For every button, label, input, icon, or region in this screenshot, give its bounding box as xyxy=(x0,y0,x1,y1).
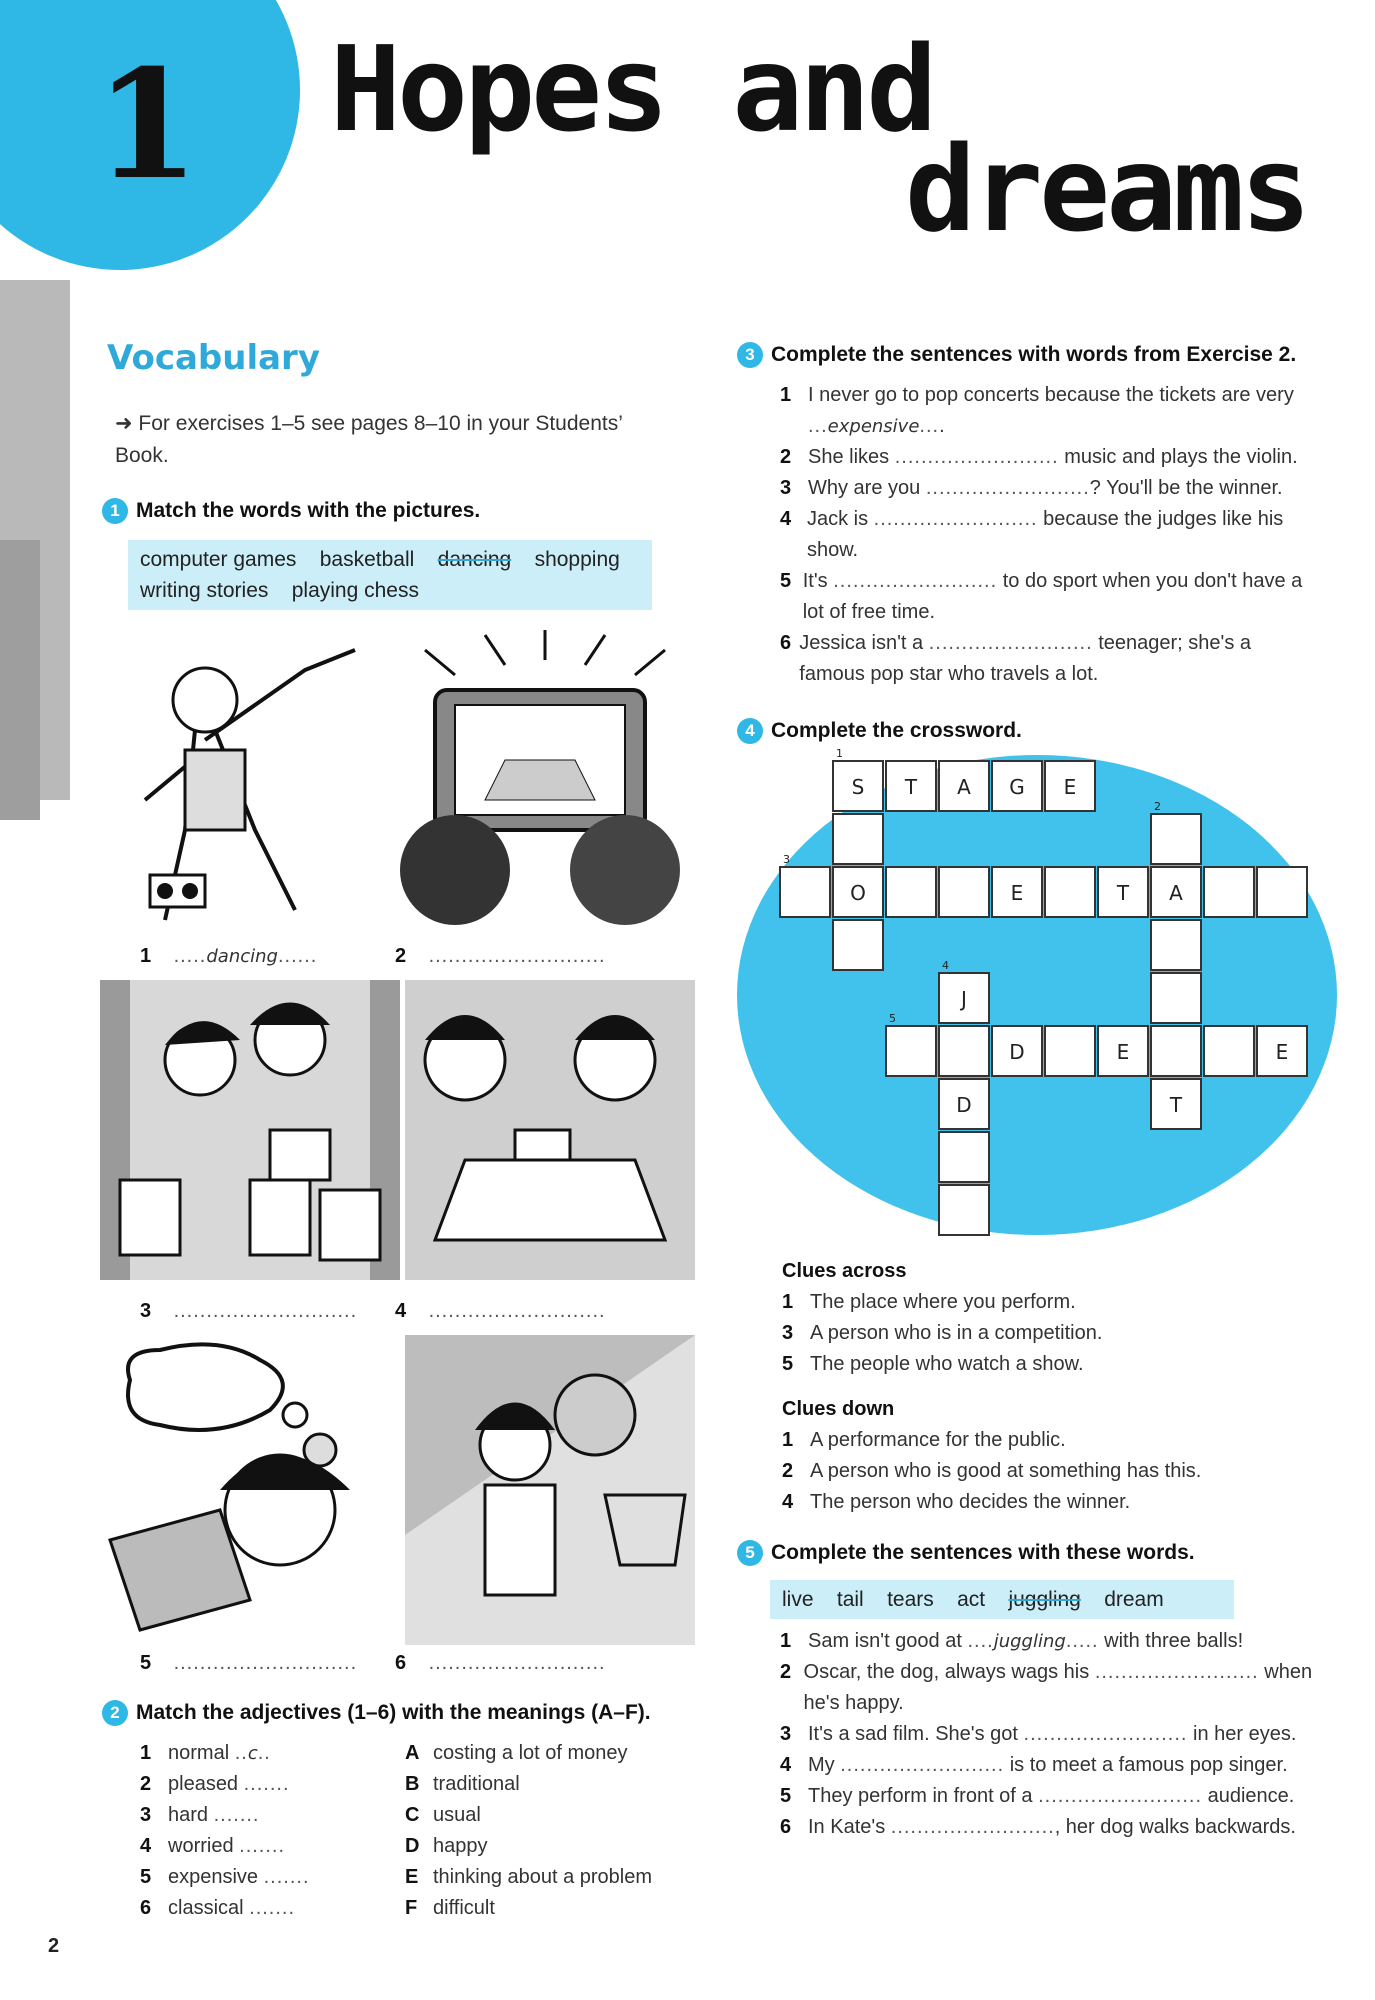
word-item: act xyxy=(957,1588,986,1611)
sentence-end: is to meet a famous pop singer. xyxy=(1009,1754,1288,1776)
item-number: 4 xyxy=(140,1835,152,1857)
crossword-cell[interactable] xyxy=(832,813,884,865)
meaning: thinking about a problem xyxy=(433,1866,653,1888)
sentence-end: when he's happy. xyxy=(803,1661,1313,1714)
clue-text: The people who watch a show. xyxy=(810,1353,1084,1375)
meaning: traditional xyxy=(433,1773,520,1795)
clue-text: The person who decides the winner. xyxy=(810,1491,1131,1513)
item-letter: A xyxy=(405,1742,420,1764)
item-number: 2 xyxy=(780,1661,792,1683)
list-item: 1 I never go to pop concerts because the tickets are very ...expensive.... xyxy=(780,380,1320,442)
crossword-cell[interactable]: E xyxy=(1097,1025,1149,1077)
crossword-cell[interactable] xyxy=(938,1025,990,1077)
word-item: tears xyxy=(887,1588,934,1611)
picture-basketball xyxy=(405,1335,695,1645)
exercise-4-heading xyxy=(737,718,1022,744)
clue-text: A performance for the public. xyxy=(810,1429,1066,1451)
clue-text: A person who is in a competition. xyxy=(810,1322,1103,1344)
crossword-cell[interactable]: D xyxy=(991,1025,1043,1077)
item-number: 5 xyxy=(780,1785,792,1807)
list-item xyxy=(405,1862,695,1893)
intro-text: ➜ For exercises 1–5 see pages 8–10 in your Students’ Book. xyxy=(115,412,623,467)
sentence-end: , her dog walks backwards. xyxy=(1054,1816,1296,1838)
section-title: Vocabulary xyxy=(107,338,320,378)
exercise-heading-text: Match the adjectives (1–6) with the meanings (A–F). xyxy=(136,1701,651,1724)
meaning: difficult xyxy=(433,1897,495,1919)
word-item: writing stories xyxy=(140,579,269,602)
picture-label-1: 1 .....dancing...... xyxy=(140,945,318,967)
item-number: 6 xyxy=(780,1816,792,1838)
sentence-start: Oscar, the dog, always wags his xyxy=(803,1661,1090,1683)
list-item[interactable]: 5 expensive ....... xyxy=(140,1862,390,1893)
list-item xyxy=(405,1831,695,1862)
word-item: playing chess xyxy=(291,579,419,602)
crossword-cell[interactable]: A xyxy=(938,760,990,812)
picture-label-6[interactable]: 6 ........................... xyxy=(395,1652,606,1674)
unit-number: 1 xyxy=(95,37,200,213)
clue-number: 1 xyxy=(782,1291,794,1313)
meaning: usual xyxy=(433,1804,481,1826)
list-item xyxy=(405,1738,695,1769)
crossword-cell[interactable] xyxy=(938,1131,990,1183)
picture-shopping xyxy=(100,980,400,1280)
clue-item xyxy=(782,1456,1302,1487)
crossword-clues xyxy=(782,1256,1302,1518)
crossword-background xyxy=(737,755,1337,1235)
sentence-start: It's a sad film. She's got xyxy=(808,1723,1018,1745)
exercise-heading-text: Match the words with the pictures. xyxy=(136,499,481,522)
exercise-3-heading xyxy=(737,342,1296,368)
item-number: 3 xyxy=(140,1804,152,1826)
sentence-end: audience. xyxy=(1207,1785,1295,1807)
crossword-cell[interactable] xyxy=(1044,1025,1096,1077)
crossword-cell[interactable]: 3 xyxy=(779,866,831,918)
word-box xyxy=(770,1580,1234,1619)
item-number: 5 xyxy=(140,1866,152,1888)
clue-item xyxy=(782,1318,1302,1349)
sentence-end: with three balls! xyxy=(1104,1630,1244,1652)
picture-writing-stories xyxy=(100,1340,390,1640)
crossword-cell[interactable]: E xyxy=(1256,1025,1308,1077)
item-letter: B xyxy=(405,1773,420,1795)
sentence-start: She likes xyxy=(808,446,890,468)
sentence-end: to do sport when you don't have a lot of free time. xyxy=(802,570,1303,623)
clue-number: 3 xyxy=(782,1322,794,1344)
clues-across-title: Clues across xyxy=(782,1260,907,1282)
sentence-start: I never go to pop concerts because the tickets are very xyxy=(808,384,1294,406)
meaning: costing a lot of money xyxy=(433,1742,628,1764)
exercise-number-badge: 2 xyxy=(102,1700,128,1726)
clue-number: 5 xyxy=(782,1353,794,1375)
word-item: dream xyxy=(1104,1588,1164,1611)
adjective: expensive xyxy=(168,1866,259,1888)
sentence-start: Why are you xyxy=(808,477,921,499)
list-item[interactable]: 2 Oscar, the dog, always wags his ......................... when he's happy. xyxy=(780,1657,1320,1719)
exercise-2-heading xyxy=(102,1700,651,1726)
picture-label-4[interactable]: 4 ........................... xyxy=(395,1300,606,1322)
item-number: 6 xyxy=(140,1897,152,1919)
handwritten-answer: c xyxy=(247,1743,258,1764)
sentence-end: teenager; she's a famous pop star who travels a lot. xyxy=(799,632,1252,685)
crossword-cell[interactable]: T xyxy=(885,760,937,812)
list-item xyxy=(405,1893,695,1924)
list-item xyxy=(405,1769,695,1800)
list-item[interactable]: 5 It's ......................... to do sport when you don't have a lot of free time. xyxy=(780,566,1320,628)
crossword-cell[interactable] xyxy=(938,1184,990,1236)
picture-label-2[interactable]: 2 ........................... xyxy=(395,945,606,967)
exercise-5-list xyxy=(780,1626,1320,1843)
sentence-end: music and plays the violin. xyxy=(1064,446,1298,468)
crossword-cell[interactable]: E xyxy=(1044,760,1096,812)
clue-number: 4 xyxy=(782,1491,794,1513)
crossword-cell[interactable]: 4 J xyxy=(938,972,990,1024)
item-number: 5 xyxy=(780,570,792,592)
item-letter: E xyxy=(405,1866,419,1888)
handwritten-answer: expensive xyxy=(827,416,920,437)
adjective: normal xyxy=(168,1742,230,1764)
meaning: happy xyxy=(433,1835,488,1857)
adjective: classical xyxy=(168,1897,244,1919)
clue-item xyxy=(782,1425,1302,1456)
picture-label-5[interactable]: 5 ............................ xyxy=(140,1652,358,1674)
picture-number: 4 xyxy=(395,1300,407,1322)
item-letter: F xyxy=(405,1897,418,1919)
list-item[interactable]: 4 worried ....... xyxy=(140,1831,390,1862)
page-title-line1: Hopes and xyxy=(330,20,934,158)
crossword-cell[interactable] xyxy=(885,866,937,918)
list-item: 1 normal ..c.. xyxy=(140,1738,390,1769)
exercise-heading-text: Complete the crossword. xyxy=(771,719,1022,742)
word-item: tail xyxy=(836,1588,864,1611)
word-item-used: juggling xyxy=(1008,1588,1081,1611)
sentence-end: . xyxy=(939,415,945,437)
crossword-cell[interactable]: 1 S xyxy=(832,760,884,812)
crossword-cell[interactable] xyxy=(1044,866,1096,918)
handwritten-answer: dancing xyxy=(206,946,278,967)
list-item: 1 Sam isn't good at ....juggling..... with three balls! xyxy=(780,1626,1320,1657)
picture-number: 6 xyxy=(395,1652,407,1674)
adjective-list xyxy=(140,1738,390,1924)
sentence-start: It's xyxy=(802,570,828,592)
item-number: 6 xyxy=(780,632,792,654)
exercise-number-badge: 4 xyxy=(737,718,763,744)
picture-number: 2 xyxy=(395,945,407,967)
item-number: 4 xyxy=(780,1754,792,1776)
list-item[interactable]: 4 My ......................... is to meet a famous pop singer. xyxy=(780,1750,1320,1781)
crossword-cell[interactable]: A xyxy=(1150,866,1202,918)
word-item: shopping xyxy=(534,548,620,571)
exercise-3-list xyxy=(780,380,1320,690)
crossword-cell[interactable] xyxy=(938,866,990,918)
item-number: 3 xyxy=(780,1723,792,1745)
picture-playing-chess xyxy=(405,980,695,1280)
exercise-heading-text: Complete the sentences with words from Exercise 2. xyxy=(771,343,1297,366)
item-number: 2 xyxy=(780,446,792,468)
adjective: pleased xyxy=(168,1773,239,1795)
exercise-heading-text: Complete the sentences with these words. xyxy=(771,1541,1195,1564)
list-item xyxy=(405,1800,695,1831)
item-number: 2 xyxy=(140,1773,152,1795)
sentence-end: ? You'll be the winner. xyxy=(1089,477,1283,499)
picture-number: 1 xyxy=(140,945,152,967)
picture-number: 5 xyxy=(140,1652,152,1674)
crossword-cell[interactable]: 2 xyxy=(1150,813,1202,865)
crossword-cell[interactable] xyxy=(1203,1025,1255,1077)
meaning-list xyxy=(405,1738,695,1924)
exercise-number-badge: 5 xyxy=(737,1540,763,1566)
sentence-end: because the judges like his show. xyxy=(806,508,1284,561)
sentence-end: in her eyes. xyxy=(1193,1723,1297,1745)
clue-number: 1 xyxy=(782,1429,794,1451)
crossword-cell[interactable] xyxy=(1256,866,1308,918)
adjective: hard xyxy=(168,1804,209,1826)
crossword-cell[interactable]: T xyxy=(1097,866,1149,918)
sentence-start: My xyxy=(808,1754,835,1776)
crossword-cell[interactable]: O xyxy=(832,866,884,918)
picture-number: 3 xyxy=(140,1300,152,1322)
crossword-cell[interactable]: T xyxy=(1150,1078,1202,1130)
list-item[interactable]: 3 hard ....... xyxy=(140,1800,390,1831)
item-number: 1 xyxy=(780,1630,792,1652)
sentence-start: Jessica isn't a xyxy=(799,632,924,654)
sentence-start: In Kate's xyxy=(808,1816,886,1838)
crossword-cell[interactable] xyxy=(1150,919,1202,971)
list-item[interactable]: 4 Jack is ......................... because the judges like his show. xyxy=(780,504,1320,566)
list-item[interactable]: 3 Why are you .........................? You'll be the winner. xyxy=(780,473,1320,504)
word-item-used: dancing xyxy=(437,548,512,571)
clue-number: 2 xyxy=(782,1460,794,1482)
crossword-cell[interactable]: E xyxy=(991,866,1043,918)
picture-dancing xyxy=(125,630,395,930)
word-item: live xyxy=(782,1588,814,1611)
exercise-number-badge: 1 xyxy=(102,498,128,524)
list-item[interactable]: 6 In Kate's ........................., her dog walks backwards. xyxy=(780,1812,1320,1843)
handwritten-answer: juggling xyxy=(993,1631,1066,1652)
sentence-start: They perform in front of a xyxy=(808,1785,1033,1807)
word-box xyxy=(128,540,652,610)
crossword-cell[interactable]: 5 xyxy=(885,1025,937,1077)
item-number: 3 xyxy=(780,477,792,499)
item-number: 4 xyxy=(780,508,792,530)
list-item[interactable]: 6 classical ....... xyxy=(140,1893,390,1924)
crossword-cell[interactable] xyxy=(832,919,884,971)
sentence-start: Jack is xyxy=(806,508,869,530)
crossword-cell[interactable] xyxy=(1150,972,1202,1024)
exercise-5-heading xyxy=(737,1540,1195,1566)
item-number: 1 xyxy=(780,384,792,406)
item-letter: C xyxy=(405,1804,420,1826)
list-item[interactable]: 2 She likes ......................... music and plays the violin. xyxy=(780,442,1320,473)
exercise-number-badge: 3 xyxy=(737,342,763,368)
list-item[interactable]: 2 pleased ....... xyxy=(140,1769,390,1800)
item-letter: D xyxy=(405,1835,420,1857)
clue-item xyxy=(782,1287,1302,1318)
picture-computer-games xyxy=(395,630,695,930)
clue-item xyxy=(782,1349,1302,1380)
word-item: basketball xyxy=(319,548,415,571)
crossword-cell[interactable]: D xyxy=(938,1078,990,1130)
word-item: computer games xyxy=(140,548,297,571)
picture-label-3[interactable]: 3 ............................ xyxy=(140,1300,358,1322)
clue-item xyxy=(782,1487,1302,1518)
adjective: worried xyxy=(168,1835,234,1857)
page-number: 2 xyxy=(48,1935,60,1957)
clues-down-title: Clues down xyxy=(782,1398,895,1420)
clue-text: A person who is good at something has this. xyxy=(810,1460,1202,1482)
page-title-line2: dreams xyxy=(905,120,1308,258)
crossword-cell[interactable]: G xyxy=(991,760,1043,812)
list-item[interactable]: 6 Jessica isn't a ......................... teenager; she's a famous pop star who travels a lot. xyxy=(780,628,1320,690)
item-number: 1 xyxy=(140,1742,152,1764)
sentence-start: Sam isn't good at xyxy=(808,1630,962,1652)
crossword-cell[interactable] xyxy=(1150,1025,1202,1077)
list-item[interactable]: 3 It's a sad film. She's got ......................... in her eyes. xyxy=(780,1719,1320,1750)
list-item[interactable]: 5 They perform in front of a ......................... audience. xyxy=(780,1781,1320,1812)
clue-text: The place where you perform. xyxy=(810,1291,1076,1313)
exercise-1-heading xyxy=(102,498,480,524)
decorative-band-dark xyxy=(0,540,40,820)
crossword-cell[interactable] xyxy=(1203,866,1255,918)
